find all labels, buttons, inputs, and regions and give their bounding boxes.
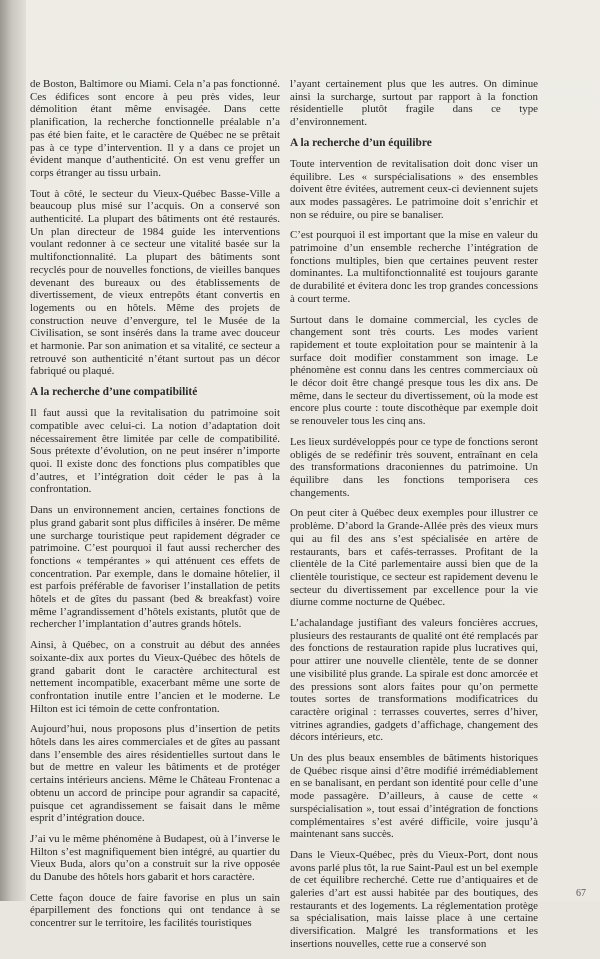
- paragraph: Surtout dans le domaine commercial, les cycles de changement sont très courts. Les modes varient rapidement et toute exploitation pour se maintenir à la surface doit modifier constamment son image. Le phénomène est connu dans les centres commerciaux où le décor doit être changé presque tous les dix ans. De même, dans le secteur du divertissement, où la mode est encore plus courte : toute discothèque par exemple doit se renouveler tous les cinq ans.: [290, 313, 538, 428]
- paragraph: Ainsi, à Québec, on a construit au début des années soixante-dix aux portes du Vieux-Québec des hôtels de grand gabarit dont le caractère architectural est nettement incompatible, exacerbant même une sorte de confrontation inutile entre l’ancien et le moderne. Le Hilton est ici témoin de cette confrontation.: [30, 639, 280, 715]
- section-heading-compatibilite: A la recherche d’une compatibilité: [30, 386, 198, 399]
- section-heading-equilibre: A la recherche d’un équilibre: [290, 136, 432, 149]
- paragraph: Aujourd’hui, nous proposons plus d’insertion de petits hôtels dans les aires commerciales et de gîtes au passant dans l’ensemble des aires résidentielles surtout dans le but de mettre en valeur les bâtiments et de protéger certains intérieurs anciens. Même le Château Frontenac a obtenu un accord de principe pour agrandir sa capacité, puisque cet agrandissement se faisait dans le même esprit d’intégration douce.: [30, 723, 280, 825]
- paragraph: Dans un environnement ancien, certaines fonctions de plus grand gabarit sont plus difficiles à insérer. De même une surcharge touristique peut rapidement dégrader ce patrimoine. C’est pourquoi il faut aussi rechercher des fonctions « tempérantes » qui atténuent ces effets de concentration. Par exemple, dans le domaine hôtelier, il est parfois préférable de favoriser l’installation de petits hôtels et de gîtes du passant (bed & breakfast) voire même l’agrandissement d’hôtels existants, plutôt que de rechercher l’implantation d’autres grands hôtels.: [30, 504, 280, 631]
- paragraph: de Boston, Baltimore ou Miami. Cela n’a pas fonctionné. Ces édifices sont encore à peu près vides, leur démolition étant même envisagée. Dans cette planification, la recherche fonctionnelle préalable n’a pas été bien faite, et le caractère de Québec ne se prêtait pas à ce type d’intervention. Il y a dans ce projet un évident manque d’authenticité. On est venu greffer un corps étranger au tissu urbain.: [30, 78, 280, 179]
- paragraph: J’ai vu le même phénomène à Budapest, où à l’inverse le Hilton s’est magnifiquement bien intégré, au quartier du Vieux Buda, alors qu’on a construit sur la rive opposée du Danube des hôtels hors gabarit et hors caractère.: [30, 832, 280, 884]
- paragraph: l’ayant certainement plus que les autres. On diminue ainsi la surcharge, surtout par rapport à la fonction résidentielle plutôt fragile dans ce type d’environnement.: [290, 78, 538, 129]
- book-page: [26, 0, 600, 950]
- paragraph: On peut citer à Québec deux exemples pour illustrer ce problème. D’abord la Grande-Allée près des vieux murs qui au fil des ans s’est spécialisée en artère de restaurants, bars et cafés-terrasses. Profitant de la clientèle de la Cité parlementaire aussi bien que de la clientèle touristique, ce secteur est rapidement devenu le secteur du divertissement par excellence pour la vie diurne comme nocturne de Québec.: [290, 507, 538, 609]
- right-column: [290, 78, 538, 959]
- paragraph: Les lieux surdéveloppés pour ce type de fonctions seront obligés de se redéfinir très souvent, entraînant en cela des transformations draconiennes du patrimoine. Un équilibre dans les fonctions temporisera ces changements.: [290, 435, 538, 499]
- page-number: 67: [576, 888, 586, 899]
- paragraph: C’est pourquoi il est important que la mise en valeur du patrimoine d’un ensemble recherche l’intégration de fonctions multiples, bien que certaines peuvent rester dominantes. La multifonctionnalité est toujours garante de durabilité et évitera donc les trop grandes concessions à court terme.: [290, 229, 538, 305]
- paragraph: Un des plus beaux ensembles de bâtiments historiques de Québec risque ainsi d’être modifié irrémédiablement en se banalisant, en perdant son identité pour celle d’une mode passagère. D’ailleurs, à cause de cette « surspécialisation », tout essai d’intégration de fonctions complémentaires s’est avéré difficile, voire jusqu’à maintenant sans succès.: [290, 752, 538, 841]
- paragraph: Il faut aussi que la revitalisation du patrimoine soit compatible avec celui-ci. La notion d’adaptation doit nécessairement être limitée par celle de compatibilité. Sous prétexte d’évolution, on ne peut insérer n’importe quoi. Il existe donc des fonctions plus compatibles que d’autres, et l’intégration doit céder le pas à la confrontation.: [30, 407, 280, 496]
- left-column: [30, 78, 280, 938]
- paragraph: L’achalandage justifiant des valeurs foncières accrues, plusieurs des restaurants de qualité ont été remplacés par des fonctions de restauration rapide plus lucratives qui, pour attirer une nouvelle clientèle, tente de se donner une visibilité plus grande. La spirale est donc amorcée et des pressions sont alors faites pour qu’on permette toutes sortes de transformations modificatrices du caractère original : terrasses couvertes, serres d’hiver, vitrines agrandies, gadgets d’affichage, changement des décors intérieurs, etc.: [290, 617, 538, 744]
- paragraph: Dans le Vieux-Québec, près du Vieux-Port, dont nous avons parlé plus tôt, la rue Saint-Paul est un bel exemple de cet équilibre recherché. Cette rue d’antiquaires et de galeries d’art est aussi habitée par des boutiques, des restaurants et des logements. La réglementation protège sa spécialisation, mais laisse place à une certaine diversification. Malgré les transformations et les insertions nouvelles, cette rue a conservé son: [290, 848, 538, 950]
- page-gutter-shadow: [0, 0, 26, 901]
- paragraph: Cette façon douce de faire favorise en plus un sain éparpillement des fonctions qui ont tendance à se concentrer sur le territoire, les facilités touristiques: [30, 891, 280, 930]
- paragraph: Toute intervention de revitalisation doit donc viser un équilibre. Les « surspécialisations » des ensembles doivent être évitées, autrement ceux-ci deviennent sujets aux modes passagères. Le patrimoine doit s’enrichir et non se réduire, ou pire se banaliser.: [290, 157, 538, 221]
- paragraph: Tout à côté, le secteur du Vieux-Québec Basse-Ville a beaucoup plus misé sur l’acquis. On a conservé son authenticité. La plupart des bâtiments ont été restaurés. Un plan directeur de 1984 guide les interventions voulant redonner à ce secteur une vitalité basée sur la multifonctionnalité. La plupart des bâtiments sont recyclés pour de nouvelles fonctions, de vieilles banques devenant des bureaux ou des établissements de divertissement, de vieux entrepôts étant convertis en logements ou en hôtels. Même des projets de construction neuve d’envergure, tel le Musée de la Civilisation, se sont insérés dans la trame avec douceur et harmonie. Par son animation et sa vitalité, ce secteur a retrouvé son authenticité n’étant surtout pas un décor fabriqué ou plaqué.: [30, 187, 280, 378]
